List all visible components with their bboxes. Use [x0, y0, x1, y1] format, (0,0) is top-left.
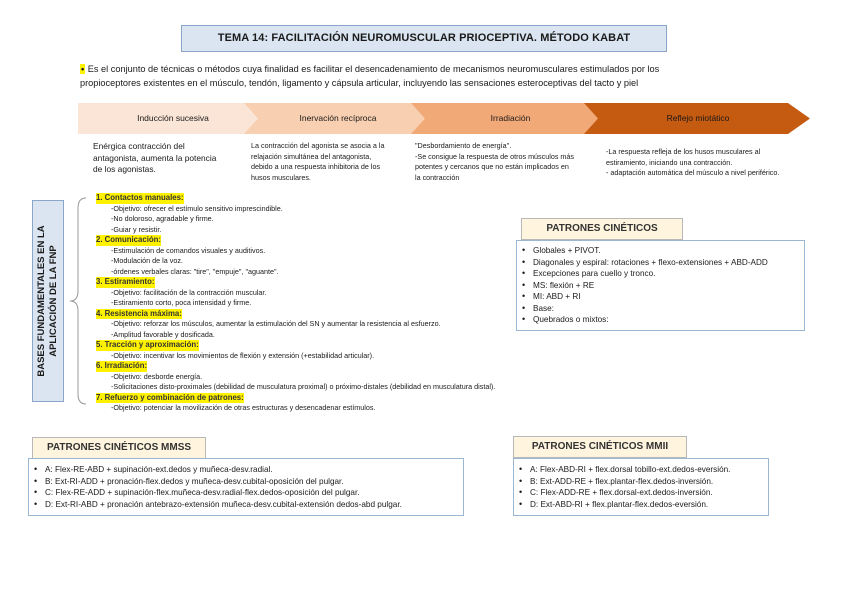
bases-list: [96, 193, 566, 414]
mmss-item: • C: Flex-RE-ADD + supinación-flex.muñeca-desv.radial-flex.dedos-oposición del pulgar.: [29, 487, 463, 499]
mmss-item: • A: Flex-RE-ABD + supinación-ext.dedos y muñeca-desv.radial.: [29, 464, 463, 476]
mmss-item: • B: Ext-RI-ADD + pronación-flex.dedos y muñeca-desv.cubital-oposición del pulgar.: [29, 476, 463, 488]
step-4-description: [606, 147, 821, 179]
base-item: -Objetivo: incentivar los movimientos de flexión y extensión (+estabilidad articular).: [111, 350, 375, 360]
mmii-list-box: [513, 458, 769, 516]
mmii-item: • D: Ext-ABD-RI + flex.plantar-flex.dedos-eversión.: [514, 499, 768, 511]
desc-line: antagonista, aumenta la potencia: [93, 152, 217, 163]
base-item: -órdenes verbales claras: "tire", "empuje", "aguante".: [111, 266, 279, 276]
patrones-list-box: [516, 240, 805, 331]
step-1-label: Inducción sucesiva: [137, 113, 209, 123]
bases-title: [36, 225, 60, 376]
base-heading-2: 2. Comunicación:: [96, 235, 161, 244]
intro-paragraph: [80, 62, 800, 90]
desc-line: - adaptación automática del músculo a nivel periférico.: [606, 168, 780, 177]
patron-item: • MS: flexión + RE: [517, 280, 804, 292]
base-item: -No doloroso, agradable y firme.: [111, 214, 214, 223]
mmii-item: • B: Ext-ADD-RE + flex.plantar-flex.dedos-inversión.: [514, 476, 768, 488]
step-3-description: [415, 141, 595, 183]
base-item: -Solicitaciones disto-proximales (debilidad de musculatura proximal) o próximo-distales (debilidad en musculatura distal).: [111, 382, 496, 391]
base-item: -Objetivo: ofrecer el estímulo sensitivo imprescindible.: [111, 203, 283, 213]
base-item: -Objetivo: facilitación de la contracción muscular.: [111, 287, 267, 297]
base-heading-1: 1. Contactos manuales:: [96, 193, 184, 202]
bases-title-line-2: APLICACIÓN DE LA FNP: [48, 245, 59, 357]
patrones-title: PATRONES CINÉTICOS: [521, 218, 683, 240]
desc-line: potentes y cercanos que no están implicados en: [415, 162, 569, 171]
intro-line-2: propioceptores existentes en el músculo, tendón, ligamento y cápsula articular, incluyendo las sensaciones esteroceptivas del tacto y piel: [80, 78, 639, 88]
bases-title-line-1: BASES FUNDAMENTALES EN LA: [36, 225, 47, 377]
desc-line: La contracción del agonista se asocia a la: [251, 141, 385, 150]
process-arrows: [78, 103, 810, 134]
base-item: -Guiar y resistir.: [111, 224, 162, 234]
base-heading-4: 4. Resistencia máxima:: [96, 308, 182, 318]
desc-line: "Desbordamiento de energía".: [415, 141, 512, 150]
step-3-label: Irradiación: [490, 113, 531, 123]
patron-item: • Globales + PIVOT.: [517, 245, 804, 257]
desc-line: de los agonistas.: [93, 164, 156, 174]
step-2-description: [251, 141, 411, 183]
bases-title-box: [32, 200, 64, 402]
desc-line: debido a una respuesta inhibitoria de los: [251, 162, 381, 171]
patron-item: • MI: ABD + RI: [517, 291, 804, 303]
mmii-title: PATRONES CINÉTICOS MMII: [513, 436, 687, 458]
mmss-list-box: [28, 458, 464, 516]
mmii-item: • C: Flex-ADD-RE + flex.dorsal-ext.dedos-inversión.: [514, 487, 768, 499]
desc-line: Enérgica contracción del: [93, 141, 185, 151]
base-item: -Amplitud favorable y dosificada.: [111, 329, 215, 339]
base-item: -Objetivo: potenciar la movilización de otras estructuras y desencadenar estímulos.: [111, 403, 376, 412]
base-item: -Estiramiento corto, poca intensidad y firme.: [111, 298, 252, 307]
base-heading-3: 3. Estiramiento:: [96, 277, 155, 286]
page-title: TEMA 14: FACILITACIÓN NEUROMUSCULAR PRIOCEPTIVA. MÉTODO KABAT: [181, 25, 667, 52]
patron-item: • Excepciones para cuello y tronco.: [517, 268, 804, 280]
desc-line: estiramiento, iniciando una contracción.: [606, 157, 733, 167]
base-heading-5: 5. Tracción y aproximación:: [96, 340, 199, 349]
base-item: -Objetivo: desborde energía.: [111, 371, 203, 381]
brace-icon: [66, 196, 88, 406]
desc-line: husos musculares.: [251, 172, 311, 182]
mmss-item: • D: Ext-RI-ABD + pronación antebrazo-extensión muñeca-desv.cubital-extensión dedos-abd pulgar.: [29, 499, 463, 511]
step-4-label: Reflejo miotático: [666, 113, 730, 123]
desc-line: -Se consigue la respuesta de otros músculos más: [415, 151, 575, 161]
patron-item: • Base:: [517, 303, 804, 315]
mmss-title: PATRONES CINÉTICOS MMSS: [32, 437, 206, 459]
base-heading-6: 6. Irradiación:: [96, 361, 148, 370]
desc-line: la contracción: [415, 172, 460, 182]
step-2-label: Inervación recíproca: [299, 113, 377, 123]
bullet-highlight: •: [81, 64, 85, 74]
patron-item: • Quebrados o mixtos:: [517, 314, 804, 326]
base-item: -Modulación de la voz.: [111, 256, 183, 265]
step-1-description: [93, 141, 243, 176]
desc-line: relajación simultánea del antagonista,: [251, 151, 372, 161]
patron-item: • Diagonales y espiral: rotaciones + flexo-extensiones + ABD-ADD: [517, 257, 804, 269]
intro-line-1: Es el conjunto de técnicas o métodos cuya finalidad es facilitar el desencadenamiento de mecanismos neuromusculares estimulados por los: [87, 64, 660, 74]
base-heading-7: 7. Refuerzo y combinación de patrones:: [96, 392, 244, 402]
base-item: -Objetivo: reforzar los músculos, aumentar la estimulación del SN y aumentar la resistencia al esfuerzo.: [111, 319, 441, 328]
mmii-item: • A: Flex-ABD-RI + flex.dorsal tobillo-ext.dedos-eversión.: [514, 464, 768, 476]
desc-line: -La respuesta refleja de los husos musculares al: [606, 147, 761, 156]
base-item: -Estimulación de comandos visuales y auditivos.: [111, 245, 266, 255]
